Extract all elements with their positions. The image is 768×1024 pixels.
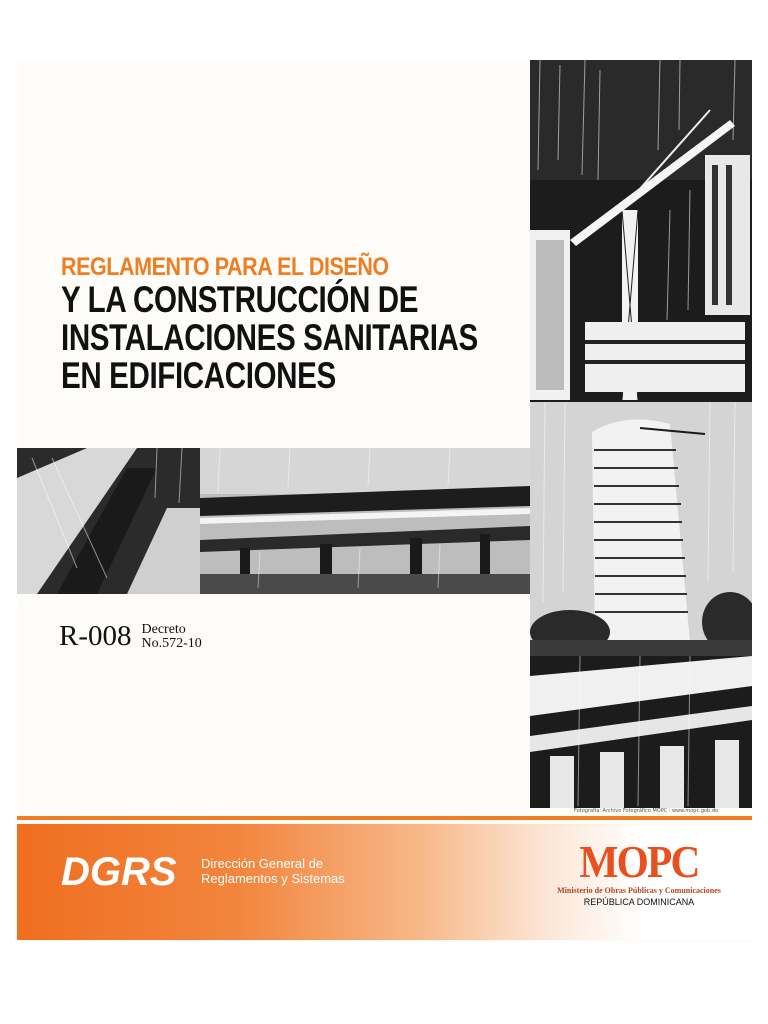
- decree-info: [142, 620, 202, 651]
- mopc-logo-block: [554, 836, 724, 907]
- mopc-country: REPÚBLICA DOMINICANA: [583, 897, 695, 907]
- code-block: [59, 620, 202, 652]
- title-line-4: EN EDIFICACIONES: [61, 355, 336, 396]
- tower-photo: [530, 402, 752, 656]
- dgrs-line-1: Dirección General de: [201, 856, 324, 871]
- mopc-ministry: Ministerio de Obras Públicas y Comunicaciones: [557, 886, 721, 895]
- decree-number: No.572-10: [141, 636, 202, 651]
- footer-band: [17, 824, 752, 940]
- dgrs-line-2: Reglamentos y Sistemas: [201, 871, 345, 886]
- cover-page: [17, 60, 752, 942]
- title-block: [61, 253, 541, 395]
- title-line-3: INSTALACIONES SANITARIAS: [61, 317, 478, 358]
- structure-photo: [17, 448, 200, 594]
- crane-photo: [530, 60, 752, 402]
- title-line-orange: REGLAMENTO PARA EL DISEÑO: [61, 253, 389, 281]
- orange-rule: [17, 816, 752, 820]
- dgrs-name: [201, 856, 345, 886]
- decree-label: Decreto: [141, 622, 186, 637]
- photo-credit: Fotografía: Archivo Fotográfico MOPC · www.mopc.gob.do: [574, 808, 719, 814]
- title-line-2: Y LA CONSTRUCCIÓN DE: [61, 279, 419, 320]
- title-main: [61, 279, 478, 396]
- bridge-photo: [200, 448, 530, 594]
- dgrs-logo: DGRS: [61, 850, 177, 894]
- facade-photo: [530, 656, 752, 808]
- regulation-code: R-008: [59, 620, 132, 652]
- mopc-logo: MOPC: [579, 836, 699, 887]
